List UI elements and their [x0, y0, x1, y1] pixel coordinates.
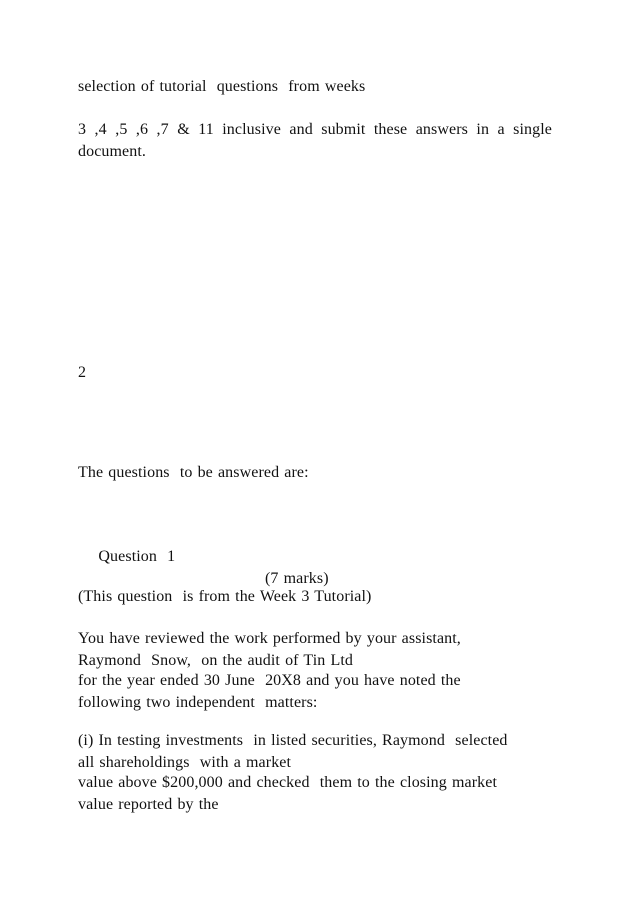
question-marks: (7 marks)	[265, 570, 329, 587]
paragraph-1-line-3: for the year ended 30 June 20X8 and you have noted the	[78, 672, 461, 689]
paragraph-1-line-4: following two independent matters:	[78, 694, 318, 711]
intro-text-line-1: selection of tutorial questions from weeks	[78, 78, 366, 95]
paragraph-2-line-4: value reported by the	[78, 796, 219, 813]
question-label: Question 1	[98, 548, 176, 565]
intro-text-line-2: 3 ,4 ,5 ,6 ,7 & 11 inclusive and submit these answers in a single	[78, 121, 552, 138]
paragraph-2-line-1: (i) In testing investments in listed securities, Raymond selected	[78, 732, 508, 749]
question-source: (This question is from the Week 3 Tutorial)	[78, 588, 372, 605]
paragraph-2-line-2: all shareholdings with a market	[78, 754, 292, 771]
paragraph-2-line-3: value above $200,000 and checked them to the closing market	[78, 774, 497, 791]
intro-text-line-3: document.	[78, 143, 146, 160]
page-number: 2	[78, 364, 87, 381]
paragraph-1-line-2: Raymond Snow, on the audit of Tin Ltd	[78, 652, 353, 669]
questions-heading: The questions to be answered are:	[78, 464, 309, 481]
paragraph-1-line-1: You have reviewed the work performed by your assistant,	[78, 630, 461, 647]
